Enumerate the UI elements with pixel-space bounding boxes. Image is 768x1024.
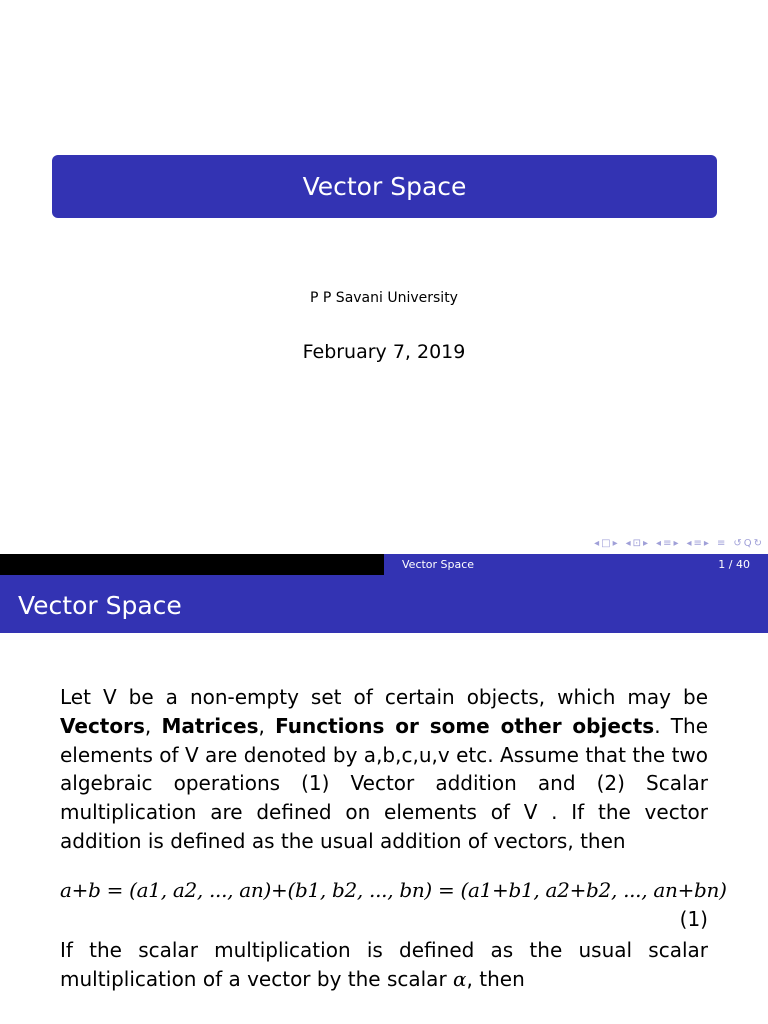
- bold-term-functions: Functions or some other objects: [275, 713, 655, 738]
- title-banner: [52, 155, 717, 218]
- date: February 7, 2019: [302, 341, 466, 363]
- page-number: 1 / 40: [718, 558, 750, 571]
- text-run: , then: [466, 966, 525, 991]
- text-run: If the scalar multiplication is defined as the usual scalar multiplication of a vector by the scalar: [60, 938, 708, 991]
- nav-prev-subsection-icon[interactable]: ◂: [656, 537, 662, 549]
- nav-next-slide-icon[interactable]: ▸: [612, 537, 618, 549]
- bold-term-matrices: Matrices: [161, 713, 259, 738]
- nav-subsection-icon[interactable]: ≡: [663, 537, 672, 549]
- nav-outline-icon[interactable]: ≡: [716, 537, 726, 549]
- beamer-navigation: [594, 536, 762, 550]
- nav-back-icon[interactable]: ↺: [733, 537, 742, 549]
- nav-next-frame-icon[interactable]: ▸: [643, 537, 649, 549]
- text-run: ,: [258, 713, 276, 738]
- nav-search-icon[interactable]: Q: [743, 537, 752, 549]
- vector-addition-equation: a+b = (a1, a2, ..., an)+(b1, b2, ..., bn) = (a1+b1, a2+b2, ..., an+bn): [60, 878, 727, 902]
- scalar-paragraph: [60, 936, 708, 994]
- text-run: ,: [144, 713, 162, 738]
- frame-title-bar: [0, 575, 768, 633]
- nav-prev-section-icon[interactable]: ◂: [686, 537, 692, 549]
- text-run: . The elements of V are denoted by a,b,c,u,v etc. Assume that the two algebraic operations (1) Vector addition and (2) Scalar multiplication are defined on elements of V . If the vector addition is defined as the usual addition of vectors, then: [60, 713, 708, 853]
- slide-title: Vector Space: [302, 172, 467, 201]
- institute: P P Savani University: [310, 290, 458, 306]
- nav-forward-icon[interactable]: ↻: [753, 537, 762, 549]
- footer-right-panel: [384, 554, 768, 575]
- nav-slide-icon[interactable]: □: [601, 537, 611, 549]
- frame-title: Vector Space: [18, 591, 182, 620]
- definition-paragraph: [60, 683, 708, 856]
- alpha-symbol: α: [453, 966, 467, 991]
- nav-frame-icon[interactable]: ⊡: [632, 537, 642, 549]
- nav-prev-slide-icon[interactable]: ◂: [594, 537, 600, 549]
- nav-next-section-icon[interactable]: ▸: [703, 537, 709, 549]
- text-run: Let V be a non-empty set of certain objects, which may be: [60, 685, 708, 709]
- bold-term-vectors: Vectors: [60, 713, 145, 738]
- nav-prev-frame-icon[interactable]: ◂: [625, 537, 631, 549]
- nav-section-icon[interactable]: ≡: [693, 537, 702, 549]
- nav-next-subsection-icon[interactable]: ▸: [673, 537, 679, 549]
- footer-title: Vector Space: [402, 558, 475, 571]
- equation-number: (1): [679, 907, 708, 931]
- slide-footer: [0, 554, 768, 575]
- footer-left-panel: [0, 554, 384, 575]
